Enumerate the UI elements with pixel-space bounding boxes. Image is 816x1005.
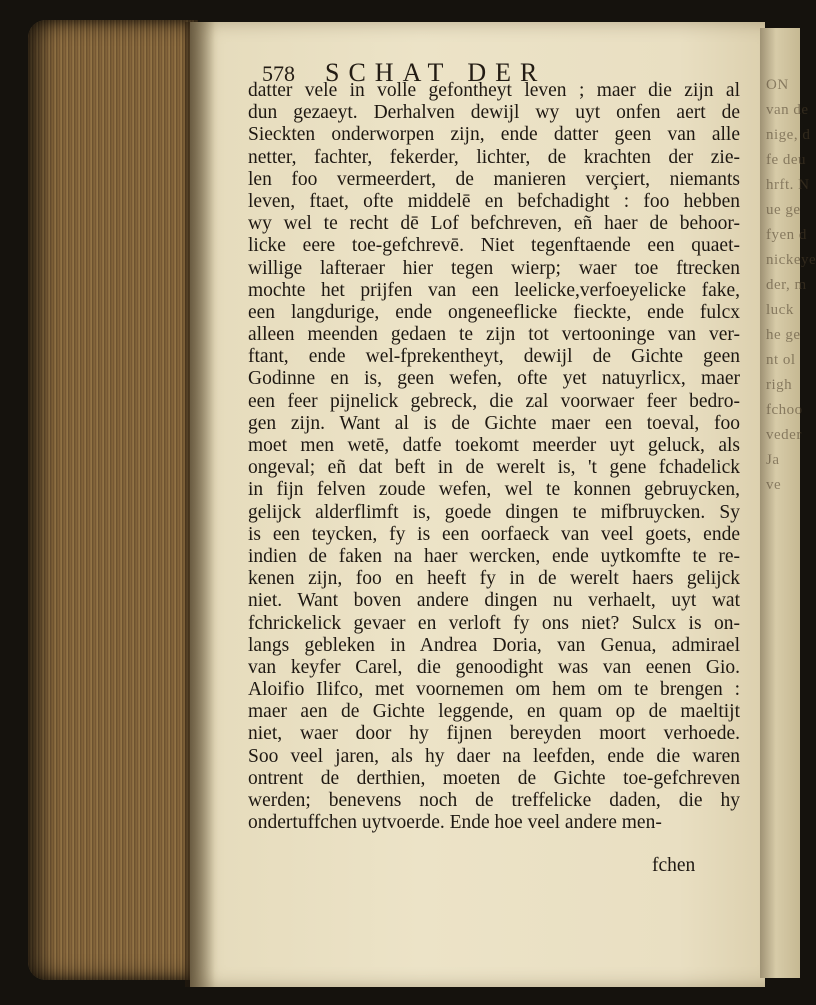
running-title: SCHAT DER — [325, 58, 547, 87]
text-line: dun gezaeyt. Derhalven dewijl wy uyt onfen aert de — [248, 102, 740, 124]
text-line: Sieckten onderworpen zijn, ende datter geen van alle — [248, 124, 740, 146]
facing-page-strip — [760, 28, 816, 978]
text-line: een langdurige, ende ongeneeflicke fieckte, ende fulcx — [248, 301, 740, 323]
text-line: alleen meenden gedaen te zijn tot vertooninge van ver- — [248, 324, 740, 346]
text-line: fchrickelick gevaer en verloft fy ons niet? Sulcx is on- — [248, 612, 740, 634]
text-line: wy wel te recht dē Lof befchreven, eñ haer de behoor- — [248, 213, 740, 235]
text-line: Aloifio Ilifco, met voornemen om hem om te brengen : — [248, 679, 740, 701]
text-line: ftant, ende wel-fprekentheyt, dewijl de Gichte geen — [248, 346, 740, 368]
text-line: leven, ftaet, ofte middelē en befchadight : foo hebben — [248, 190, 740, 212]
text-line: indien de faken na haer wercken, ende uytkomfte te re- — [248, 545, 740, 567]
text-line: datter vele in volle gefontheyt leven ; maer die zijn al — [248, 80, 740, 101]
text-line: in fijn felven zoude wefen, wel te konnen gebruycken, — [248, 479, 740, 501]
text-line: is een teycken, fy is een oorfaeck van veel goets, ende — [248, 523, 740, 545]
text-line: len foo vermeerdert, de manieren verçiert, niemants — [248, 168, 740, 190]
gutter-shadow — [185, 22, 215, 987]
text-line: ongeval; eñ dat beft in de werelt is, 't gene fchadelick — [248, 457, 740, 479]
text-line: kenen zijn, foo en heeft fy in de werelt haers gelijck — [248, 568, 740, 590]
text-line: moet men wetē, datfe toekomt meerder uyt geluck, als — [248, 435, 740, 456]
book-page-edges — [28, 20, 198, 980]
catchword: fchen — [652, 855, 696, 876]
text-line: een feer pijnelick gebreck, die zal voorwaer feer bedro- — [248, 390, 740, 412]
text-line: licke eere toe-gefchrevē. Niet tegenftaende een quaet- — [248, 235, 740, 257]
text-line: werden; benevens noch de treffelicke daden, die hy — [248, 790, 740, 811]
text-line: gelijck alderflimft is, goede dingen te mifbruycken. Sy — [248, 501, 740, 523]
facing-page-text: ON van de nige, d fe deu hrft. N ue ge fyen d nickeye der, m luck he ge nt ol righ fchoo veder Ja ve — [766, 77, 816, 493]
text-line: mochte het prijfen van een leelicke,verfoeyelicke fake, — [248, 279, 740, 301]
text-line: gen zijn. Want al is de Gichte maer een toeval, foo — [248, 412, 740, 434]
page-number: 578 — [262, 61, 295, 86]
text-line: van keyfer Carel, die genoodight was van eenen Gio. — [248, 656, 740, 678]
text-line: netter, fachter, fekerder, lichter, de krachten der zie- — [248, 146, 740, 168]
body-text — [248, 80, 740, 834]
text-line: willige lafteraer hier tegen wierp; waer toe ftrecken — [248, 257, 740, 279]
text-line: ontrent de derthien, moeten de Gichte toe-gefchreven — [248, 767, 740, 789]
text-line: langs gebleken in Andrea Doria, van Genua, admirael — [248, 634, 740, 656]
text-line: maer aen de Gichte leggende, en quam op de maeltijt — [248, 701, 740, 723]
text-line: ondertuffchen uytvoerde. Ende hoe veel andere men- — [248, 812, 662, 834]
text-line: niet, waer door hy fijnen bereyden moort verhoede. — [248, 723, 740, 745]
text-line: Soo veel jaren, als hy daer na leefden, ende die waren — [248, 745, 740, 767]
text-line: Godinne en is, geen wefen, ofte yet natuyrlicx, maer — [248, 368, 740, 390]
text-line: niet. Want boven andere dingen nu verhaelt, uyt wat — [248, 590, 740, 612]
